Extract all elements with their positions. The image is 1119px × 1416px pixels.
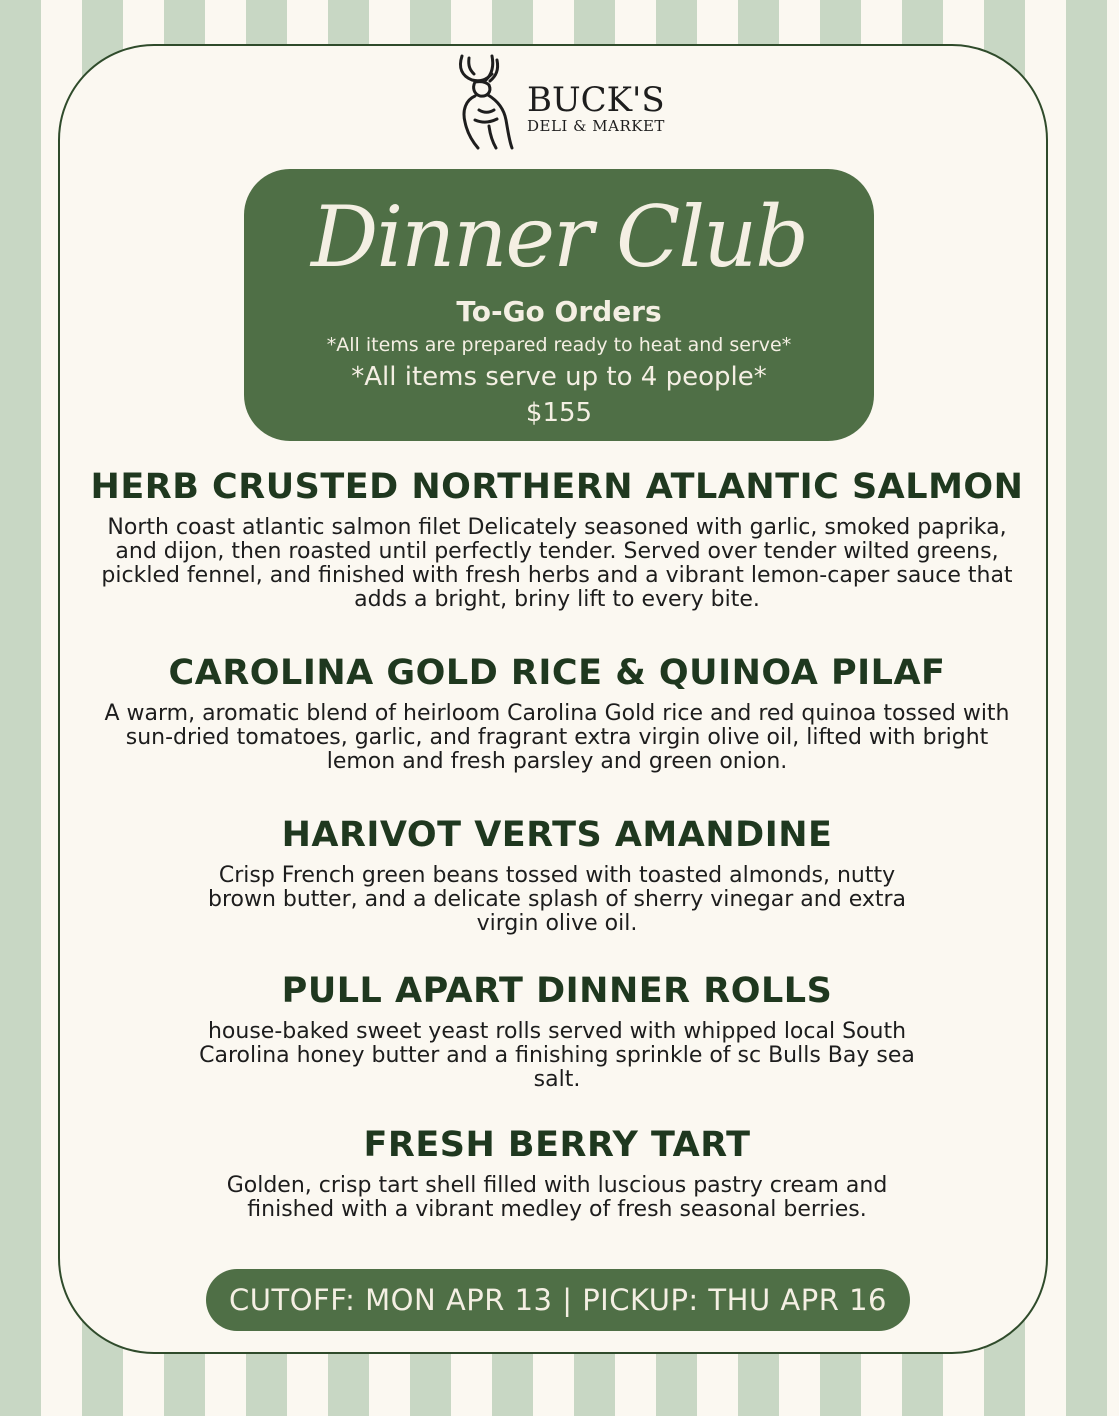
brand-name: BUCK'S: [527, 80, 665, 120]
menu-item: [72, 1122, 1042, 1222]
brand-subtitle: DELI & MARKET: [527, 117, 665, 135]
price: $155: [525, 398, 593, 428]
deer-icon: [452, 52, 526, 152]
logo-text: [527, 82, 665, 135]
menu-item-title: CAROLINA GOLD RICE & QUINOA PILAF: [168, 653, 946, 693]
cutoff-pickup-banner: CUTOFF: MON APR 13 | PICKUP: THU APR 16: [206, 1269, 910, 1331]
to-go-orders-title: To-Go Orders: [456, 295, 662, 328]
menu-item-description: A warm, aromatic blend of heirloom Carolina Gold rice and red quinoa tossed with sun-dried tomatoes, garlic, and fragrant extra virgin olive oil, lifted with bright lemon and fresh parsley and green onion.: [104, 701, 1010, 774]
dinner-club-panel: [244, 169, 874, 441]
menu-item: [72, 650, 1042, 774]
menu-item-description: house-baked sweet yeast rolls served with whipped local South Carolina honey butter and a finishing sprinkle of sc Bulls Bay sea salt.: [199, 1019, 915, 1092]
menu-item-title: HARIVOT VERTS AMANDINE: [281, 815, 833, 855]
menu-item-title: HERB CRUSTED NORTHERN ATLANTIC SALMON: [90, 467, 1024, 507]
bucks-logo: [452, 52, 692, 152]
menu-item-description: Golden, crisp tart shell filled with luscious pastry cream and finished with a vibrant medley of fresh seasonal berries.: [226, 1173, 888, 1222]
serves-note: *All items serve up to 4 people*: [351, 362, 767, 392]
prepared-note: *All items are prepared ready to heat and serve*: [326, 334, 792, 356]
menu-item: [72, 464, 1042, 612]
menu-item-title: FRESH BERRY TART: [363, 1125, 751, 1165]
menu-item-description: Crisp French green beans tossed with toasted almonds, nutty brown butter, and a delicate splash of sherry vinegar and extra virgin olive oil.: [207, 863, 907, 936]
menu-item: [72, 812, 1042, 936]
menu-item: [72, 968, 1042, 1092]
menu-item-description: North coast atlantic salmon filet Delicately seasoned with garlic, smoked paprika, and dijon, then roasted until perfectly tender. Served over tender wilted greens, pickled fennel, and finished with fresh herbs and a vibrant lemon-caper sauce that adds a bright, briny lift to every bite.: [101, 515, 1013, 612]
dinner-club-script-title: Dinner Club: [311, 188, 807, 286]
menu-item-title: PULL APART DINNER ROLLS: [281, 971, 833, 1011]
